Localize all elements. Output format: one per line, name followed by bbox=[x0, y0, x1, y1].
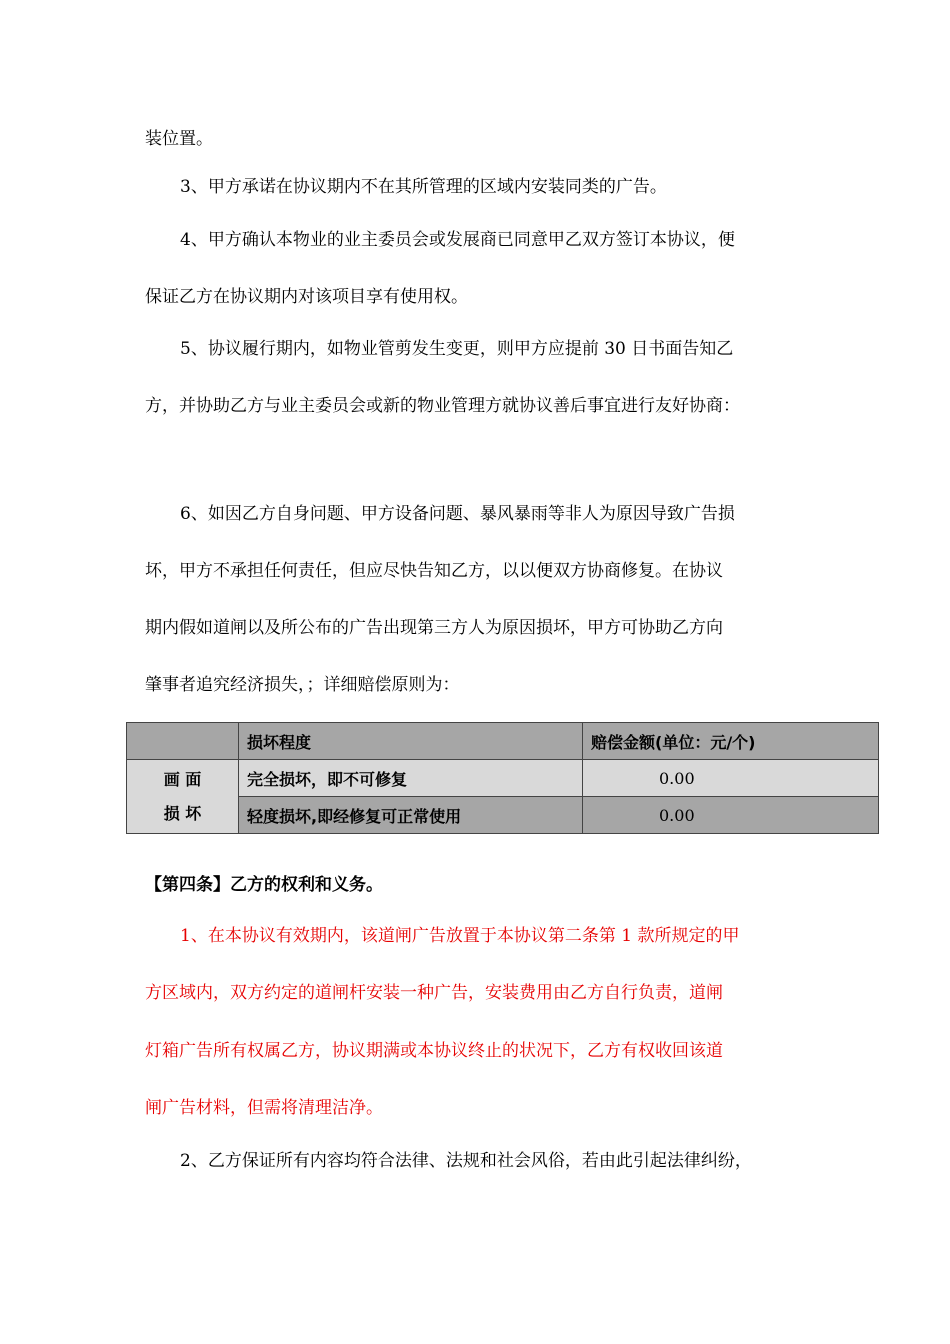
side-label-line: 损 坏 bbox=[163, 803, 202, 823]
paragraph-line: 保证乙方在协议期内对该项目享有使用权。 bbox=[145, 287, 468, 307]
section-heading: 【第四条】乙方的权利和义务。 bbox=[145, 875, 383, 895]
highlighted-line: 1、在本协议有效期内，该道闸广告放置于本协议第二条第 1 款所规定的甲 bbox=[180, 926, 740, 946]
paragraph-line: 方，并协助乙方与业主委员会或新的物业管理方就协议善后事宜进行友好协商： bbox=[145, 396, 740, 416]
compensation-table bbox=[126, 722, 879, 834]
table-corner-cell bbox=[127, 723, 239, 760]
side-label-line: 画 面 bbox=[163, 769, 202, 789]
damage-cell: 轻度损坏,即经修复可正常使用 bbox=[239, 797, 583, 834]
header-compensation-amount: 赔偿金额(单位：元/个) bbox=[583, 723, 879, 760]
table-header-row bbox=[127, 723, 879, 760]
highlighted-line: 闸广告材料，但需将清理洁净。 bbox=[145, 1098, 383, 1118]
paragraph-line: 肇事者追究经济损失，；详细赔偿原则为： bbox=[145, 675, 460, 695]
header-damage-level: 损坏程度 bbox=[239, 723, 583, 760]
paragraph-line: 装位置。 bbox=[145, 129, 213, 149]
table-row bbox=[127, 797, 879, 834]
amount-cell: 0.00 bbox=[583, 760, 879, 797]
highlighted-line: 方区域内，双方约定的道闸杆安装一种广告，安装费用由乙方自行负责，道闸 bbox=[145, 983, 723, 1003]
amount-cell: 0.00 bbox=[583, 797, 879, 834]
highlighted-line: 灯箱广告所有权属乙方，协议期满或本协议终止的状况下，乙方有权收回该道 bbox=[145, 1041, 723, 1061]
paragraph-line: 6、如因乙方自身问题、甲方设备问题、暴风暴雨等非人为原因导致广告损 bbox=[180, 504, 735, 524]
damage-cell: 完全损坏，即不可修复 bbox=[239, 760, 583, 797]
paragraph-line: 2、乙方保证所有内容均符合法律、法规和社会风俗，若由此引起法律纠纷， bbox=[180, 1151, 752, 1171]
paragraph-line: 3、甲方承诺在协议期内不在其所管理的区域内安装同类的广告。 bbox=[180, 177, 667, 197]
paragraph-line: 4、甲方确认本物业的业主委员会或发展商已同意甲乙双方签订本协议，便 bbox=[180, 230, 735, 250]
paragraph-line: 坏，甲方不承担任何责任，但应尽快告知乙方，以以便双方协商修复。在协议 bbox=[145, 561, 723, 581]
paragraph-line: 期内假如道闸以及所公布的广告出现第三方人为原因损坏，甲方可协助乙方向 bbox=[145, 618, 723, 638]
table-row bbox=[127, 760, 879, 797]
paragraph-line: 5、协议履行期内，如物业管剪发生变更，则甲方应提前 30 日书面告知乙 bbox=[180, 339, 734, 359]
side-label-cell bbox=[127, 760, 239, 834]
